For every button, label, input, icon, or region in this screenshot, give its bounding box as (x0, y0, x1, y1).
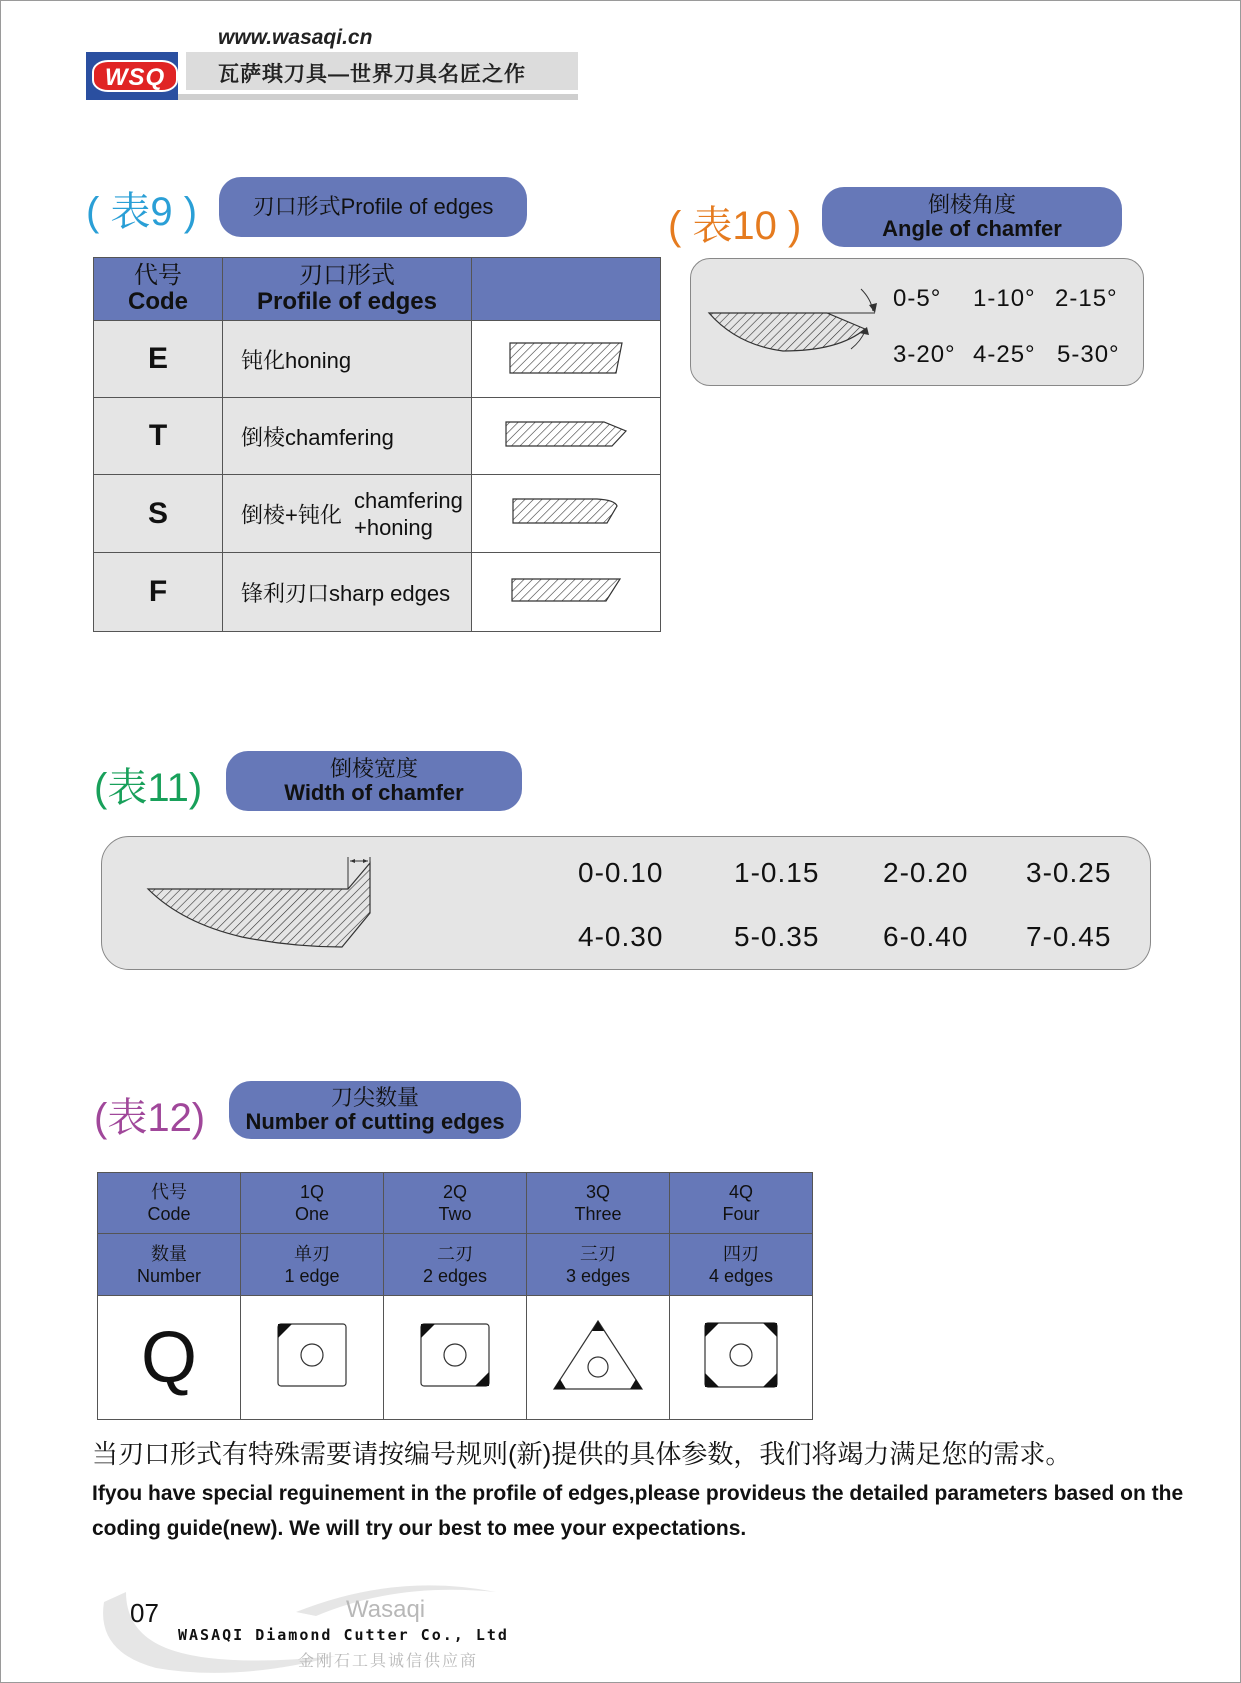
angle-chamfer-diagram (699, 267, 879, 377)
angle-value: 3-20° (893, 341, 956, 368)
t12-head-cell (527, 1173, 670, 1234)
footer-slogan-cn: 金刚石工具诚信供应商 (298, 1653, 479, 1670)
t12-head-cell (241, 1173, 384, 1234)
header-underline (178, 94, 578, 100)
head-line1: 四刃 (723, 1243, 759, 1264)
width-chamfer-diagram (142, 851, 382, 961)
angle-value: 1-10° (973, 285, 1036, 312)
table9-title-pill (219, 177, 527, 237)
width-value: 6-0.40 (883, 921, 969, 952)
profile-en: honing (285, 347, 352, 373)
width-value: 7-0.45 (1026, 921, 1112, 952)
profile-cell (223, 553, 472, 632)
width-value: 1-0.15 (734, 857, 820, 888)
profile-cell (223, 398, 472, 475)
insert-image-cell (670, 1296, 813, 1420)
table12-title-pill (229, 1081, 521, 1139)
t12-head-cell (384, 1173, 527, 1234)
table9 (93, 257, 661, 632)
footer-company: WASAQI Diamond Cutter Co., Ltd (178, 1626, 509, 1644)
header-url[interactable]: www.wasaqi.cn (218, 26, 373, 49)
profile-cell (223, 475, 472, 553)
t12-head-cell (670, 1173, 813, 1234)
width-value: 0-0.10 (578, 857, 664, 888)
head-code-cn: 代号 (134, 262, 182, 289)
table-row (94, 321, 661, 398)
head-line1: 3Q (585, 1182, 610, 1202)
profile-cell (223, 321, 472, 398)
head-line1: 代号 (151, 1182, 187, 1202)
table9-head-code (94, 258, 223, 321)
insert-image-cell (527, 1296, 670, 1420)
head-profile-cn: 刃口形式 (299, 262, 395, 289)
code-cell: T (94, 398, 223, 475)
t12-head-cell (98, 1173, 241, 1234)
head-line2: 4 edges (708, 1265, 774, 1286)
table10-title-en: Angle of chamfer (882, 216, 1062, 241)
head-line1: 数量 (151, 1243, 187, 1264)
three-edge-insert-icon (550, 1317, 646, 1393)
honing-profile-image (506, 337, 626, 377)
profile-image-cell (472, 321, 661, 398)
table-row (94, 398, 661, 475)
table12 (97, 1172, 813, 1420)
profile-en: chamfering (285, 424, 394, 450)
four-edge-insert-icon (701, 1319, 781, 1391)
table9-head-profile (223, 258, 472, 321)
head-line1: 4Q (728, 1182, 753, 1202)
code-cell: E (94, 321, 223, 398)
t12-head-cell (527, 1234, 670, 1296)
head-line2: Number (136, 1265, 202, 1286)
footer-brand: Wasaqi (346, 1596, 426, 1623)
profile-cn: 锋利刃口 (241, 580, 330, 606)
profile-cn: 倒棱 (241, 424, 286, 450)
head-line2: Four (722, 1204, 760, 1224)
table12-title-cn: 刀尖数量 (330, 1085, 419, 1110)
table11-title-pill (226, 751, 522, 811)
table10-title-cn: 倒棱角度 (927, 192, 1016, 217)
table9-label: ( 表9 ) (86, 190, 198, 234)
table9-title: 刃口形式Profile of edges (252, 194, 494, 219)
head-line2: 1 edge (284, 1265, 340, 1286)
head-line2: Code (147, 1204, 191, 1224)
angle-value: 4-25° (973, 341, 1036, 368)
width-value: 3-0.25 (1026, 857, 1112, 888)
profile-image-cell (472, 553, 661, 632)
header-slogan: 瓦萨琪刀具—世界刀具名匠之作 (218, 63, 526, 86)
table11-title-en: Width of chamfer (284, 780, 464, 805)
head-line1: 三刃 (580, 1243, 616, 1264)
head-line2: Two (438, 1204, 472, 1224)
head-line1: 2Q (442, 1182, 467, 1202)
angle-value: 0-5° (893, 285, 942, 312)
table12-title-en: Number of cutting edges (245, 1109, 505, 1134)
t12-head-cell (241, 1234, 384, 1296)
angle-chamfer-panel (690, 258, 1144, 386)
insert-image-cell (241, 1296, 384, 1420)
width-value: 2-0.20 (883, 857, 969, 888)
code-letter-cell: Q (98, 1296, 241, 1420)
head-code-en: Code (128, 288, 188, 315)
profile-image-cell (472, 398, 661, 475)
note-english: Ifyou have special reguinement in the profile of edges,please provideus the detailed parameters based on the coding guide(new). We will try our best to mee your expectations. (92, 1482, 1184, 1540)
table9-head-image (472, 258, 661, 321)
head-line2: One (294, 1204, 330, 1224)
table11-title-cn: 倒棱宽度 (329, 756, 418, 781)
table-row (94, 553, 661, 632)
angle-value: 5-30° (1057, 341, 1120, 368)
profile-en-line1: chamfering (353, 487, 463, 513)
profile-en-line2: +honing (353, 514, 433, 540)
profile-cn: 钝化 (241, 347, 286, 373)
wsq-logo: WSQ (92, 60, 178, 92)
width-value: 4-0.30 (578, 921, 664, 952)
head-line2: 3 edges (565, 1265, 631, 1286)
code-cell: F (94, 553, 223, 632)
head-line2: 2 edges (422, 1265, 488, 1286)
head-line1: 1Q (299, 1182, 324, 1202)
table11-label: (表11) (94, 766, 203, 810)
chamfering-honing-profile-image (511, 496, 621, 526)
sharp-edge-profile-image (510, 576, 622, 604)
table10-title-pill (822, 187, 1122, 247)
insert-image-cell (384, 1296, 527, 1420)
code-cell: S (94, 475, 223, 553)
note-chinese: 当刃口形式有特殊需要请按编号规则(新)提供的具体参数，我们将竭力满足您的需求。 (92, 1439, 1072, 1469)
head-line2: Three (574, 1204, 622, 1224)
two-edge-insert-icon (417, 1320, 493, 1390)
t12-head-cell (384, 1234, 527, 1296)
head-profile-en: Profile of edges (256, 288, 438, 315)
table-row (94, 475, 661, 553)
width-chamfer-panel (101, 836, 1151, 970)
profile-cn: 倒棱+钝化 (241, 502, 342, 527)
page-number: 07 (130, 1598, 159, 1628)
profile-image-cell (472, 475, 661, 553)
head-line1: 单刃 (294, 1243, 330, 1264)
one-edge-insert-icon (274, 1320, 350, 1390)
table12-label: (表12) (94, 1096, 206, 1140)
head-line1: 二刃 (437, 1243, 473, 1264)
width-value: 5-0.35 (734, 921, 820, 952)
t12-head-cell (670, 1234, 813, 1296)
chamfering-profile-image (504, 419, 628, 449)
angle-value: 2-15° (1055, 285, 1118, 312)
profile-en: sharp edges (329, 580, 451, 606)
table10-label: ( 表10 ) (668, 204, 802, 248)
t12-head-cell (98, 1234, 241, 1296)
